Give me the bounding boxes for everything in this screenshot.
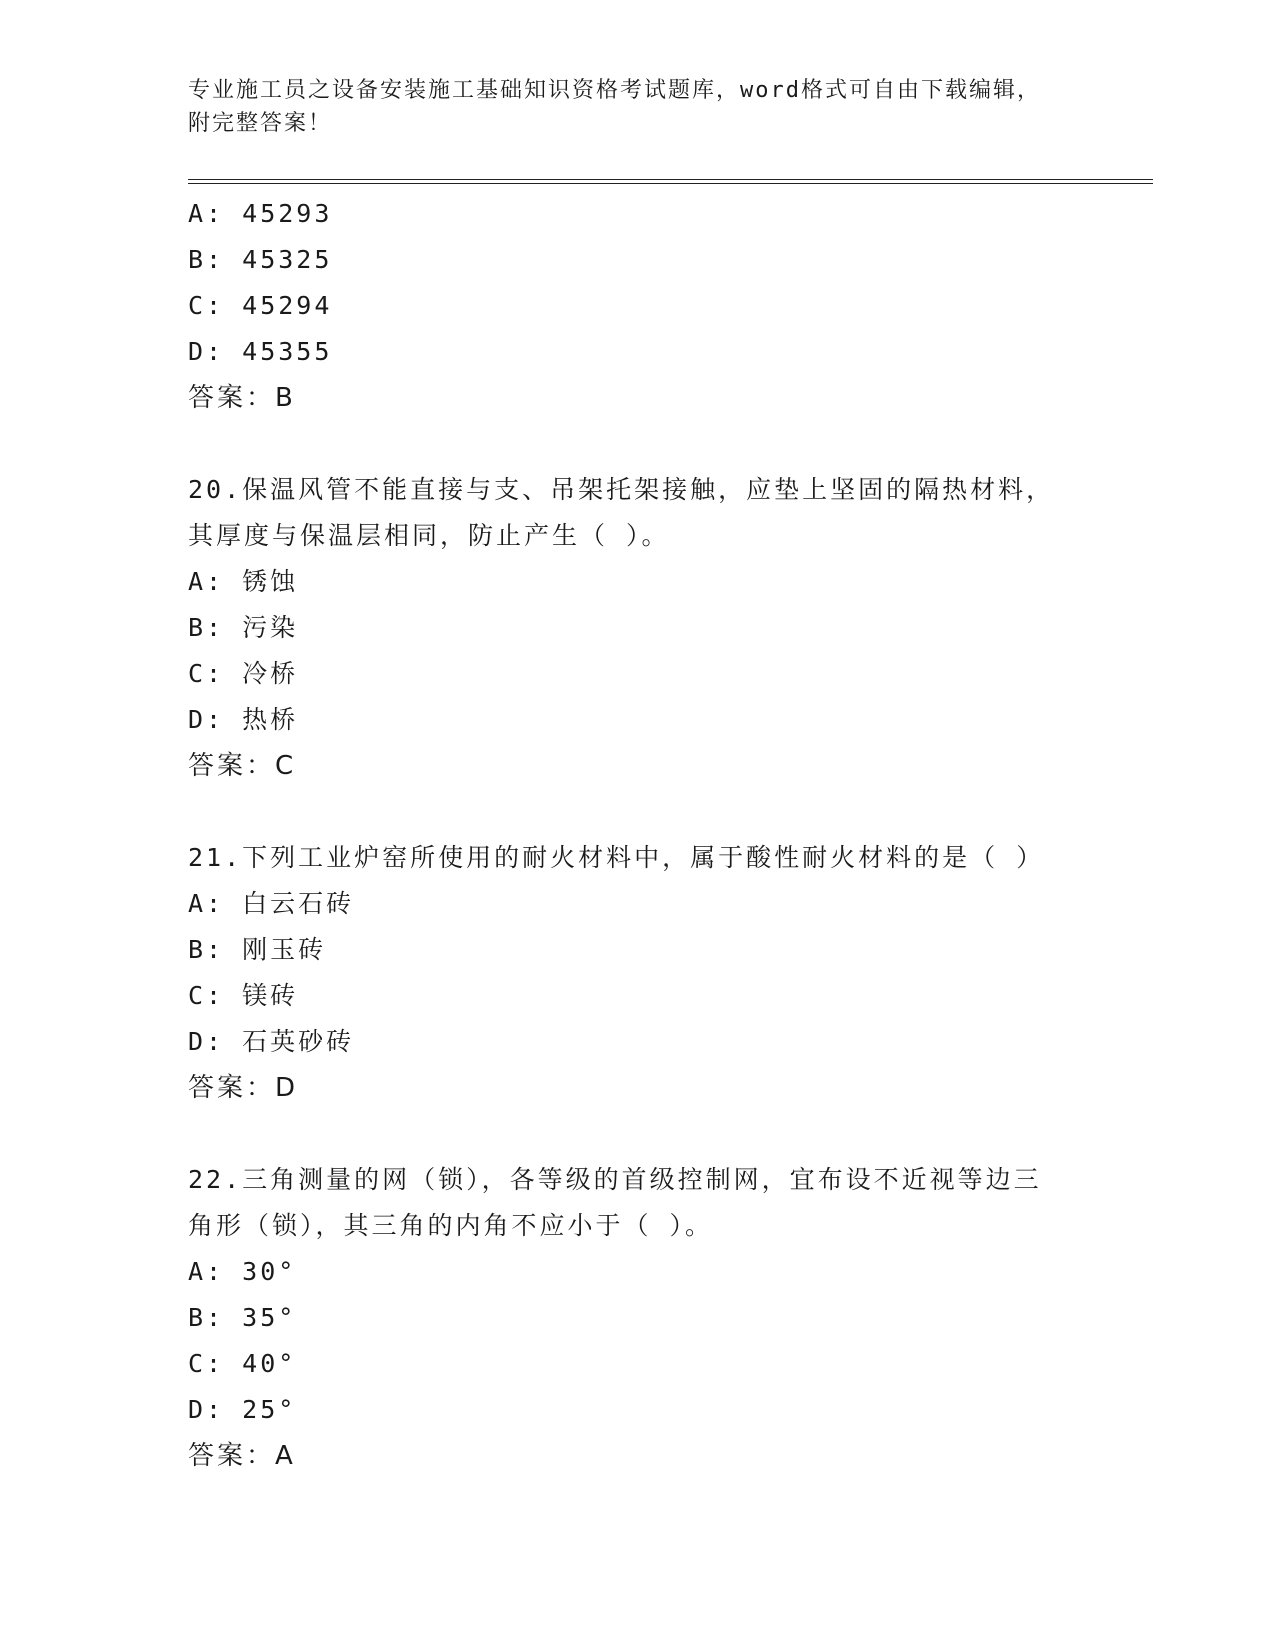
header-title-line-1: 专业施工员之设备安装施工基础知识资格考试题库，word格式可自由下载编辑， [188, 78, 1041, 103]
option-b: B: 污染 [188, 613, 299, 642]
spacer [188, 421, 1088, 467]
option-a: A: 45293 [188, 199, 333, 228]
option-c: C: 镁砖 [188, 981, 299, 1010]
answer-line: 答案：C [188, 751, 297, 781]
option-b: B: 35° [188, 1303, 297, 1332]
option-a: A: 白云石砖 [188, 889, 355, 918]
option-d: D: 25° [188, 1395, 297, 1424]
question-block-20 [188, 467, 1088, 789]
answer-line: 答案：D [188, 1073, 299, 1103]
option-b: B: 刚玉砖 [188, 935, 327, 964]
question-stem-line-1: 20.保温风管不能直接与支、吊架托架接触，应垫上坚固的隔热材料， [188, 475, 1055, 504]
spacer [188, 1111, 1088, 1157]
option-d: D: 45355 [188, 337, 333, 366]
question-block-21 [188, 835, 1088, 1111]
question-block-prev [188, 191, 1088, 421]
question-stem-line-1: 22.三角测量的网（锁），各等级的首级控制网，宜布设不近视等边三 [188, 1165, 1042, 1194]
option-d: D: 石英砂砖 [188, 1027, 355, 1056]
spacer [188, 789, 1088, 835]
question-list [188, 191, 1088, 1479]
answer-line: 答案：A [188, 1441, 296, 1471]
question-stem-line-1: 21.下列工业炉窑所使用的耐火材料中，属于酸性耐火材料的是（ ） [188, 843, 1045, 872]
header-title-line-2: 附完整答案！ [188, 111, 333, 136]
option-c: C: 冷桥 [188, 659, 299, 688]
header-divider [188, 179, 1153, 184]
question-block-22 [188, 1157, 1088, 1479]
option-a: A: 30° [188, 1257, 297, 1286]
option-b: B: 45325 [188, 245, 333, 274]
document-header [188, 74, 1088, 140]
option-c: C: 45294 [188, 291, 333, 320]
option-a: A: 锈蚀 [188, 567, 299, 596]
option-d: D: 热桥 [188, 705, 299, 734]
question-stem-line-2: 其厚度与保温层相同，防止产生（ ）。 [188, 521, 670, 550]
option-c: C: 40° [188, 1349, 297, 1378]
answer-line: 答案：B [188, 383, 296, 413]
question-stem-line-2: 角形（锁），其三角的内角不应小于（ ）。 [188, 1211, 714, 1240]
